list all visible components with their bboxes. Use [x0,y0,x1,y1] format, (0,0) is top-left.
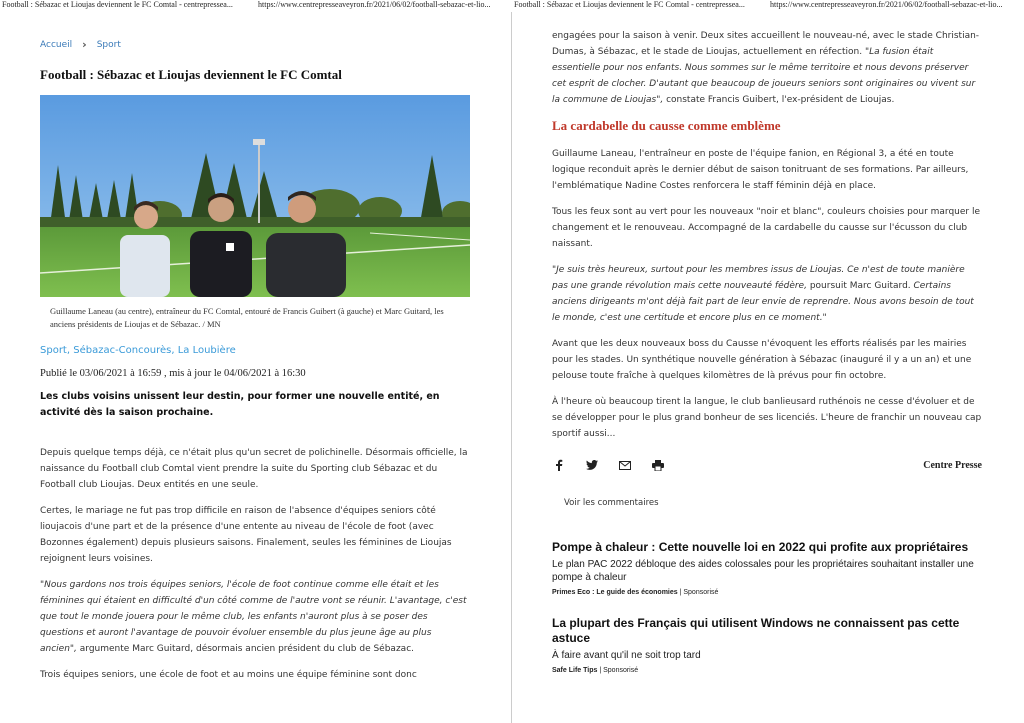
sponsored-description: Le plan PAC 2022 débloque des aides colossales pour les propriétaires souhaitant installer une pompe à chaleur [552,559,974,583]
quote-attribution: poursuit Marc Guitard. [806,281,914,291]
quote-text: "Je suis très heureux, surtout pour les membres issus de Lioujas. Ce n'est de toute manière pas une grande révolution mais cette nouveauté fédère, [552,265,965,291]
right-column [552,28,982,694]
print-header-title-left: Football : Sébazac et Lioujas deviennent le FC Comtal - centrepressea... [2,0,233,9]
left-column [40,38,470,693]
twitter-icon[interactable] [585,458,599,472]
sponsored-description: À faire avant qu'il ne soit trop tard [552,650,701,661]
article-paragraph: Certes, le mariage ne fut pas trop difficile en raison de l'absence d'équipes seniors côté lioujacois d'une part et de la présence d'une entente au niveau de l'école de foot (avec Bozonnes également) depuis plusieurs saisons. Finalement, seules les féminines de Lioujas rejoignent leurs voisines. [40,506,452,564]
tag-la-loubiere[interactable]: La Loubière [177,345,236,356]
article-paragraph: À l'heure où beaucoup tirent la langue, le club banlieusard ruthénois ne cesse d'évoluer et de se développer pour le plus grand bonheur de ses licenciés. L'heure de franchir un nouveau cap sportif aussi... [552,397,982,439]
article-paragraph: Trois équipes seniors, une école de foot et au moins une équipe féminine sont donc [40,670,417,680]
article-paragraph [552,28,982,108]
breadcrumb-section[interactable]: Sport [96,39,121,50]
print-header-url-left: https://www.centrepresseaveyron.fr/2021/06/02/football-sebazac-et-lio... [258,0,491,9]
tag-list: Sport, Sébazac-Concourès, La Loubière [40,345,236,356]
quote-text: "Nous gardons nos trois équipes seniors, l'école de foot continue comme elle était et les féminines qui étaient en difficulté d'un côté comme de l'autre vont se réunir. L'avantage, c'est que tout le monde jouera pour le même club, les enfants n'auront plus à se poser des questions et auront l'avantage de pouvoir évoluer ensemble du plus jeune âge au plus ancien", [40,580,467,654]
article-paragraph: Guillaume Laneau, l'entraîneur en poste de l'équipe fanion, en Régional 3, a été en toute logique reconduit après le dernier début de saison tonitruant de ses formations. Par ailleurs, l'emblématique Nadine Costes renforcera le staff féminin déjà en place. [552,149,969,191]
sponsored-item[interactable] [552,616,982,674]
article-paragraph: Tous les feux sont au vert pour les nouveaux "noir et blanc", couleurs choisies pour marquer le changement et le renouveau. Accompagné de la cardabelle du causse sur l'écusson du club naissant. [552,207,981,249]
view-comments-link[interactable]: Voir les commentaires [564,498,659,508]
facebook-icon[interactable] [552,458,566,472]
print-header-title-right: Football : Sébazac et Lioujas deviennent le FC Comtal - centrepressea... [514,0,745,9]
breadcrumb [40,38,470,51]
article-lead: Les clubs voisins unissent leur destin, pour former une nouvelle entité, en activité dès la saison prochaine. [40,391,440,418]
quote-text: Certains anciens dirigeants m'ont déjà fait part de leur envie de reprendre. Nous avons besoin de tout le monde, c'est une certitude et encore plus en ce moment." [552,281,974,323]
chevron-right-icon: › [82,38,87,51]
article-paragraph [552,262,982,326]
sponsored-label: Sponsorisé [683,589,719,596]
tag-sport[interactable]: Sport [40,345,67,356]
sponsored-source: Safe Life Tips | Sponsorisé [552,667,639,674]
publisher-brand[interactable]: Centre Presse [923,459,982,471]
sponsored-source: Primes Eco : Le guide des économies | Sponsorisé [552,589,719,596]
share-bar [552,458,982,472]
sponsor-name: Safe Life Tips [552,667,598,674]
breadcrumb-home[interactable]: Accueil [40,39,73,50]
publish-date: Publié le 03/06/2021 à 16:59 , mis à jour le 04/06/2021 à 16:30 [40,368,306,379]
sponsored-item[interactable] [552,540,982,596]
article-paragraph: Depuis quelque temps déjà, ce n'était plus qu'un secret de polichinelle. Désormais officielle, la naissance du Football club Comtal vient prendre la suite du Sporting club Sébazac et du Football club Lioujas. Deux entités en une seule. [40,448,468,490]
email-icon[interactable] [618,458,632,472]
tag-sebazac[interactable]: Sébazac-Concourès [73,345,172,356]
quote-attribution: argumente Marc Guitard, désormais ancien président du club de Sébazac. [76,644,414,654]
print-header-url-right: https://www.centrepresseaveyron.fr/2021/06/02/football-sebazac-et-lio... [770,0,1003,9]
page-divider [511,12,512,723]
sponsor-name: Primes Eco : Le guide des économies [552,589,678,596]
sponsored-title[interactable]: La plupart des Français qui utilisent Windows ne connaissent pas cette astuce [552,616,960,645]
photo-caption: Guillaume Laneau (au centre), entraîneur du FC Comtal, entouré de Francis Guibert (à gauche) et Marc Guitard, les anciens présidents de Lioujas et de Sébazac. / MN [50,306,444,329]
print-icon[interactable] [651,458,665,472]
article-title: Football : Sébazac et Lioujas deviennent le FC Comtal [40,67,342,82]
quote-attribution: constate Francis Guibert, l'ex-président de Lioujas. [663,95,895,105]
article-photo [40,95,470,297]
sponsored-label: Sponsorisé [603,667,639,674]
quote-text: "La fusion était essentielle pour nos enfants. Nous sommes sur le même territoire et nous devons préserver cet esprit de clocher. D'autant que beaucoup de joueurs seniors sont originaires ou vivent sur la commune de Lioujas", [552,47,976,105]
paragraph-text: engagées pour la saison à venir. Deux sites accueillent le nouveau-né, avec le stade Christian-Dumas, à Sébazac, et le stade de Lioujas, actuellement en réfection. [552,31,980,57]
article-paragraph: Avant que les deux nouveaux boss du Causse n'évoquent les efforts réalisés par les mairies pour les stades. Un synthétique nouvelle génération à Sébazac (inauguré il y a un an) et une pelouse toute fraîche à quelques kilomètres de là prévus pour fin octobre. [552,339,972,381]
article-paragraph [40,577,470,657]
section-subheading: La cardabelle du causse comme emblème [552,118,781,133]
sponsored-title[interactable]: Pompe à chaleur : Cette nouvelle loi en 2022 qui profite aux propriétaires [552,540,969,554]
